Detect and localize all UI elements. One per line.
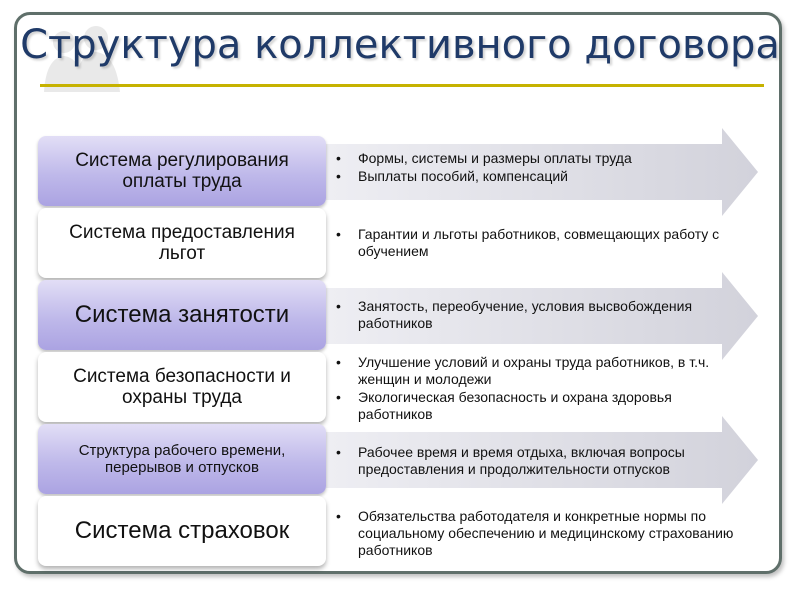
category-box — [38, 208, 326, 278]
category-box — [38, 280, 326, 350]
bullet-dot-icon: • — [336, 508, 341, 524]
list-item — [336, 168, 736, 185]
page-title: Структура коллективного договора — [20, 22, 780, 68]
bullet-dot-icon: • — [336, 298, 341, 314]
category-box — [38, 424, 326, 494]
bullet-list — [336, 298, 736, 333]
category-label: Система предоставления льгот — [69, 222, 295, 264]
bullet-text: Выплаты пособий, компенсаций — [358, 168, 568, 184]
category-label: Система страховок — [74, 517, 290, 544]
category-box — [38, 136, 326, 206]
bullet-list — [336, 150, 736, 186]
title-underline — [40, 84, 764, 87]
bullet-text: Гарантии и льготы работников, совмещающих работу с обучением — [358, 226, 720, 259]
list-item — [336, 298, 736, 332]
bullet-text: Занятость, переобучение, условия высвобождения работников — [358, 298, 693, 331]
row-2 — [0, 208, 800, 280]
bullet-dot-icon: • — [336, 150, 341, 166]
list-item — [336, 444, 736, 478]
row-4 — [0, 352, 800, 424]
bullet-dot-icon: • — [336, 168, 341, 184]
category-label: Система безопасности и охраны труда — [73, 366, 291, 408]
bullet-list — [336, 354, 736, 424]
category-box — [38, 496, 326, 566]
category-label: Структура рабочего времени, перерывов и отпусков — [78, 442, 286, 476]
bullet-dot-icon: • — [336, 444, 341, 460]
category-label: Система занятости — [74, 301, 290, 328]
bullet-text: Улучшение условий и охраны труда работников, в т.ч. женщин и молодежи — [358, 354, 710, 387]
bullet-text: Экологическая безопасность и охрана здоровья работников — [358, 389, 672, 422]
bullet-dot-icon: • — [336, 226, 341, 242]
bullet-list — [336, 444, 736, 479]
bullet-dot-icon: • — [336, 389, 341, 405]
category-box — [38, 352, 326, 422]
bullet-list — [336, 226, 736, 261]
list-item — [336, 150, 736, 167]
bullet-text: Обязательства работодателя и конкретные нормы по социальному обеспечению и медицинскому страхованию работников — [358, 508, 734, 558]
row-5 — [0, 424, 800, 496]
row-6 — [0, 496, 800, 568]
row-3 — [0, 280, 800, 352]
list-item — [336, 354, 736, 388]
list-item — [336, 226, 736, 260]
row-1 — [0, 136, 800, 208]
list-item — [336, 508, 736, 559]
category-label: Система регулирования оплаты труда — [75, 150, 289, 192]
bullet-text: Формы, системы и размеры оплаты труда — [358, 150, 632, 166]
bullet-text: Рабочее время и время отдыха, включая вопросы предоставления и продолжительности отпусков — [358, 444, 685, 477]
bullet-dot-icon: • — [336, 354, 341, 370]
bullet-list — [336, 508, 736, 560]
